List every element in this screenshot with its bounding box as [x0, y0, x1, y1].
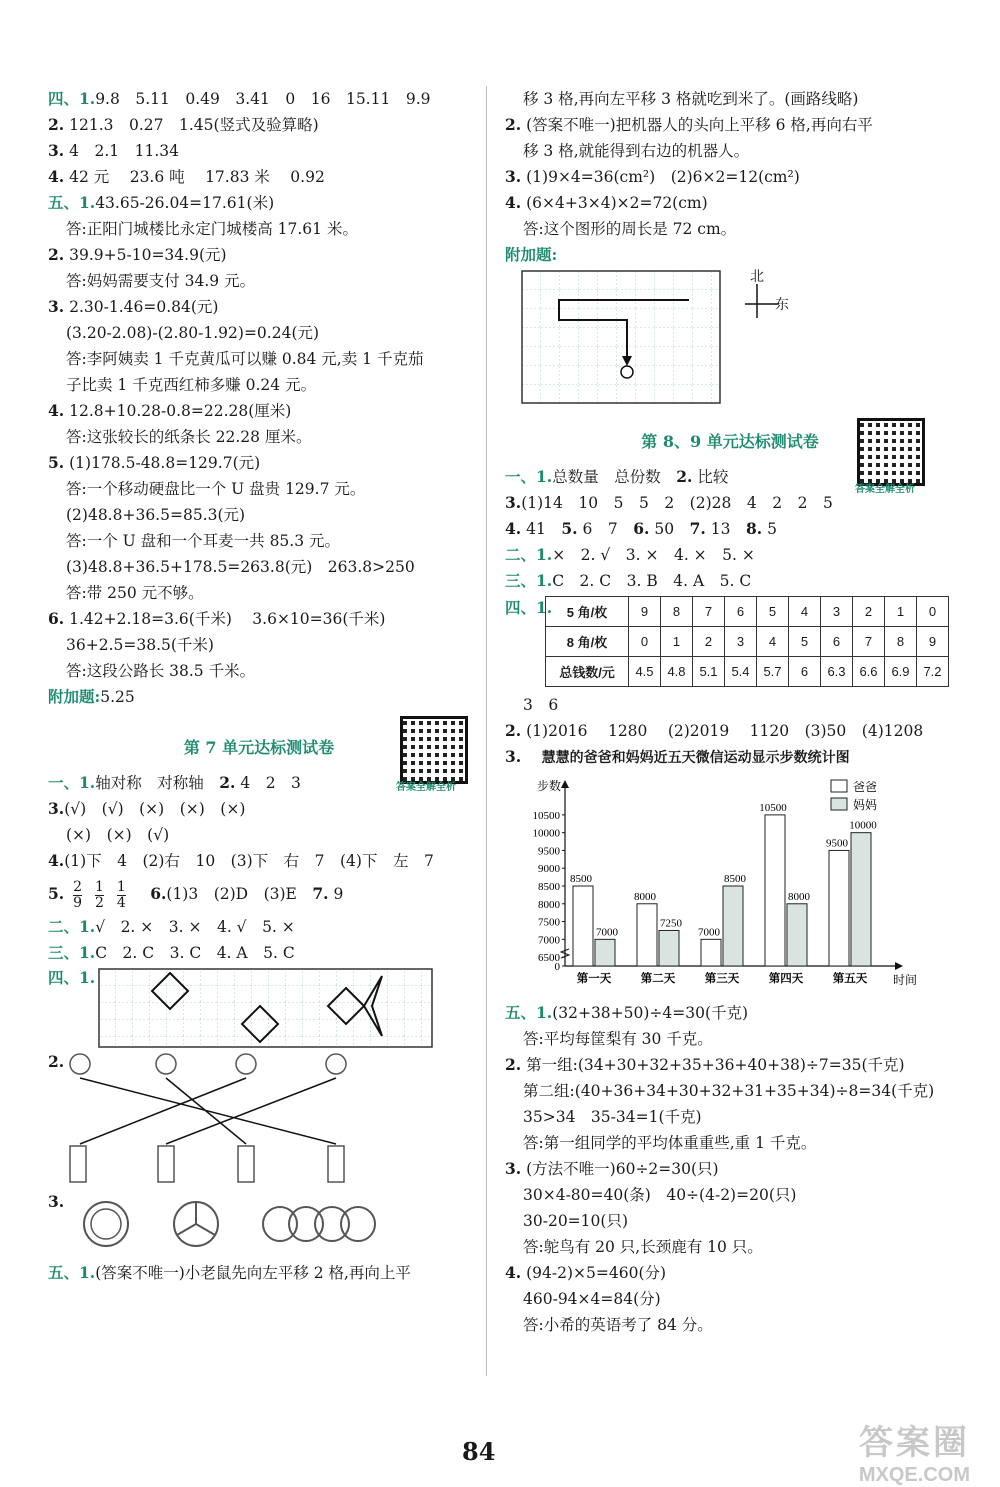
answer-line: 3. (方法不唯一)60÷2=30(只): [505, 1159, 719, 1178]
answer-line: 36+2.5=38.5(千米): [66, 636, 214, 654]
y-axis-arrow: [561, 780, 569, 788]
y-tick-label: 8000: [538, 898, 560, 911]
answer-line: 三、1.C 2. C 3. C 4. A 5. C: [48, 943, 295, 962]
bar-dad: [701, 939, 721, 966]
bar-dad: [765, 815, 785, 966]
answer-line: 3. 慧慧的爸爸和妈妈近五天微信运动显示步数统计图: [505, 747, 850, 766]
y-tick-label: 6500: [538, 952, 560, 965]
data-label: 9500: [826, 837, 848, 850]
left-column: [48, 86, 470, 1286]
answer-line: 五、1.(答案不唯一)小老鼠先向左平移 2 格,再向上平: [48, 1263, 411, 1282]
answer-line: 答:这张较长的纸条长 22.28 厘米。: [66, 428, 312, 446]
table-cell: 9: [917, 627, 949, 657]
step-chart: [513, 770, 918, 1000]
qr-code-icon: [857, 418, 925, 486]
table-cell: 5.1: [693, 657, 725, 687]
table-cell: 3: [725, 627, 757, 657]
y-tick-label: 7000: [538, 934, 560, 947]
unit7-figure-symmetry: 四、1.: [48, 966, 470, 1052]
table-cell: 3: [821, 597, 853, 627]
data-label: 8000: [788, 890, 810, 903]
answer-line: 4. 42 元 23.6 吨 17.83 米 0.92: [48, 167, 325, 186]
grid-figure: [98, 968, 433, 1048]
table-cell: 7: [693, 597, 725, 627]
answer-line: 答:平均每筐梨有 30 千克。: [523, 1030, 713, 1048]
answer-line: 30×4-80=40(条) 40÷(4-2)=20(只): [523, 1186, 797, 1204]
table-cell: 5: [789, 627, 821, 657]
bar-dad: [573, 886, 593, 966]
answer-line: 3.(√) (√) (×) (×) (×): [48, 799, 246, 818]
fraction: $\frac{1}{4}$: [116, 878, 126, 911]
fraction: $\frac{2}{9}$: [73, 878, 83, 911]
answer-line: (3)48.8+36.5+178.5=263.8(元) 263.8>250: [66, 558, 415, 576]
unit89-title: 第 8、9 单元达标测试卷 答案全解全析: [505, 420, 955, 464]
answer-line: 2. 121.3 0.27 1.45(竖式及验算略): [48, 115, 319, 134]
answer-line: (3.20-2.08)-(2.80-1.92)=0.24(元): [66, 324, 320, 342]
data-label: 7000: [596, 926, 618, 939]
table-cell: 2: [853, 597, 885, 627]
data-label: 7250: [660, 917, 682, 930]
answer-line: 答:鸵鸟有 20 只,长颈鹿有 10 只。: [523, 1238, 763, 1256]
table-cell: 7.2: [917, 657, 949, 687]
answer-line: 4.(1)下 4 (2)右 10 (3)下 右 7 (4)下 左 7: [48, 851, 434, 870]
answer-line: 一、1.轴对称 对称轴 2. 4 2 3: [48, 773, 301, 792]
legend-swatch: [831, 780, 847, 792]
table-cell: 9: [629, 597, 661, 627]
answer-line: 答:第一组同学的平均体重重些,重 1 千克。: [523, 1134, 817, 1152]
answer-line: 2. 第一组:(34+30+32+35+36+40+38)÷7=35(千克): [505, 1055, 905, 1074]
page-number: 84: [462, 1437, 496, 1466]
watermark: [859, 1415, 970, 1487]
table-cell: 7: [853, 627, 885, 657]
data-label: 8500: [570, 873, 592, 885]
table-cell: 6.6: [853, 657, 885, 687]
answer-line: 35>34 35-34=1(千克): [523, 1108, 702, 1126]
answer-line: 二、1.√ 2. × 3. × 4. √ 5. ×: [48, 917, 295, 936]
answer-line: 2. (答案不唯一)把机器人的头向上平移 6 格,再向右平: [505, 115, 873, 134]
answer-line: 6. 1.42+2.18=3.6(千米) 3.6×10=36(千米): [48, 609, 386, 628]
x-tick-label: 第二天: [640, 971, 676, 985]
answer-line: 2. 39.9+5-10=34.9(元): [48, 245, 227, 264]
table-cell: 6.9: [885, 657, 917, 687]
table-cell: 4: [757, 627, 789, 657]
matching-lines: [68, 1052, 448, 1192]
x-tick-label: 第五天: [832, 971, 868, 985]
y-tick-label: 0: [554, 961, 560, 973]
x-tick-label: 第三天: [704, 971, 740, 985]
north-label: 北: [750, 269, 764, 285]
answer-line: 一、1.总数量 总份数 2. 比较: [505, 467, 729, 486]
table-cell: 6: [821, 627, 853, 657]
answer-line: 二、1.× 2. √ 3. × 4. × 5. ×: [505, 545, 755, 564]
bar-dad: [829, 850, 849, 966]
y-tick-label: 10000: [532, 827, 560, 840]
unit7-title: 第 7 单元达标测试卷 答案全解全析: [48, 726, 470, 770]
answer-line: 附加题:5.25: [48, 687, 135, 706]
east-label: 东: [775, 297, 789, 313]
answer-line: 30-20=10(只): [523, 1212, 628, 1230]
path-grid: [521, 270, 721, 404]
table-cell: 5.7: [757, 657, 789, 687]
data-label: 8000: [634, 890, 656, 903]
qr-code-icon: [400, 716, 468, 784]
answer-line: 附加题:: [505, 245, 558, 264]
answer-line: 2. (1)2016 1280 (2)2019 1120 (3)50 (4)1208: [505, 721, 924, 740]
x-axis-arrow: [895, 962, 903, 970]
table-cell: 5.4: [725, 657, 757, 687]
y-tick-label: 10500: [532, 809, 560, 822]
answer-line: 5. (1)178.5-48.8=129.7(元): [48, 453, 261, 472]
bonus-figure: [505, 268, 955, 406]
table-cell: 6: [789, 657, 821, 687]
table-cell: 8: [661, 597, 693, 627]
table-cell: 6.3: [821, 657, 853, 687]
qr-caption: 答案全解全析: [396, 782, 456, 793]
legend-label: 爸爸: [853, 780, 878, 794]
right-column: [505, 86, 955, 1338]
answer-line: 答:一个 U 盘和一个耳麦一共 85.3 元。: [66, 532, 341, 550]
y-tick-label: 8500: [538, 881, 560, 893]
y-tick-label: 9500: [538, 845, 560, 858]
table-cell: 6: [725, 597, 757, 627]
coin-table: [545, 596, 949, 687]
data-label: 8500: [724, 873, 746, 885]
x-tick-label: 第一天: [576, 971, 612, 985]
bar-dad: [637, 904, 657, 966]
answer-line: 答:李阿姨卖 1 千克黄瓜可以赚 0.84 元,卖 1 千克茄: [66, 350, 424, 368]
watermark-main: 答案圈: [859, 1424, 970, 1462]
answer-line: (2)48.8+36.5=85.3(元): [66, 506, 246, 524]
answer-line: 答:小希的英语考了 84 分。: [523, 1316, 713, 1334]
data-label: 10500: [759, 801, 787, 814]
table-row: [546, 657, 949, 687]
answer-line: 五、1.(32+38+50)÷4=30(千克): [505, 1003, 749, 1022]
answer-line: 第二组:(40+36+34+30+32+31+35+34)÷8=34(千克): [523, 1082, 935, 1100]
answer-line: 3 6: [523, 696, 559, 714]
answer-line: 答:正阳门城楼比永定门城楼高 17.61 米。: [66, 220, 358, 238]
answer-line: 答:一个移动硬盘比一个 U 盘贵 129.7 元。: [66, 480, 366, 498]
answer-line: 五、1.43.65-26.04=17.61(米): [48, 193, 275, 212]
table-cell: 1: [885, 597, 917, 627]
data-label: 7000: [698, 926, 720, 939]
answer-line: 答:这个图形的周长是 72 cm。: [523, 220, 737, 238]
answer-line: 4. (6×4+3×4)×2=72(cm): [505, 193, 708, 212]
bar-mom: [723, 886, 743, 966]
answer-line: 子比卖 1 千克西红柿多赚 0.24 元。: [66, 376, 317, 394]
qr-caption: 答案全解全析: [855, 484, 915, 495]
table-cell: 2: [693, 627, 725, 657]
y-tick-label: 9000: [538, 863, 560, 876]
y-tick-label: 7500: [538, 916, 560, 929]
table-cell: 0: [917, 597, 949, 627]
answer-line: 460-94×4=84(分): [523, 1290, 661, 1308]
table-row: [546, 597, 949, 627]
answer-line: 3. (1)9×4=36(cm²) (2)6×2=12(cm²): [505, 167, 800, 186]
answer-line: 移 3 格,再向左平移 3 格就吃到米了。(画路线略): [523, 90, 859, 108]
table-cell: 5: [757, 597, 789, 627]
table-cell: 8: [885, 627, 917, 657]
answer-line: 3. 4 2.1 11.34: [48, 141, 180, 160]
column-divider: [486, 86, 487, 1376]
bar-mom: [851, 833, 871, 966]
answer-line: 答:这段公路长 38.5 千米。: [66, 662, 256, 680]
table-row: [546, 627, 949, 657]
table-cell: 1: [661, 627, 693, 657]
row-header: 总钱数/元: [546, 657, 629, 687]
watermark-site: MXQE.COM: [858, 1464, 970, 1486]
table-cell: 0: [629, 627, 661, 657]
unit7-figure-logos: 3.: [48, 1192, 470, 1260]
bar-mom: [659, 930, 679, 966]
fraction: $\frac{1}{2}$: [94, 878, 104, 911]
row-header: 5 角/枚: [546, 597, 629, 627]
data-label: 10000: [849, 819, 877, 832]
answer-line: 四、1.9.8 5.11 0.49 3.41 0 16 15.11 9.9: [48, 89, 431, 108]
logo-drawings: [68, 1192, 428, 1256]
table-cell: 4.5: [629, 657, 661, 687]
legend-label: 妈妈: [853, 798, 878, 812]
answer-line: 5. $\frac{2}{9}$ $\frac{1}{2}$ $\frac{1}{4}$ 6.(1)3 (2)D (3)E 7. 9: [48, 878, 344, 911]
answer-line: 3.(1)14 10 5 5 2 (2)28 4 2 2 5: [505, 493, 833, 512]
bar-mom: [595, 939, 615, 966]
answer-line: 三、1.C 2. C 3. B 4. A 5. C: [505, 571, 752, 590]
coin-table-block: 四、1. 5 角/枚 9 8 7 6 5 4 3 2 1 0 8 角/枚 0 1 2 3 4 5 6 7 8 9 总钱数/元 4.5 4.8 5.1 5.4 5.7 6 6.3 6.6 6.9 7.2: [505, 596, 955, 688]
table-cell: 4.8: [661, 657, 693, 687]
answer-line: 答:妈妈需要支付 34.9 元。: [66, 272, 256, 290]
y-axis-title: 步数: [537, 779, 562, 793]
unit7-figure-matching: 2.: [48, 1052, 470, 1192]
answer-line: 4. 41 5. 6 7 6. 50 7. 13 8. 5: [505, 519, 777, 538]
x-tick-label: 第四天: [768, 971, 804, 985]
answer-line: 移 3 格,就能得到右边的机器人。: [523, 142, 750, 160]
x-axis-title: 时间: [893, 973, 918, 987]
answer-line: 4. (94-2)×5=460(分): [505, 1263, 667, 1282]
answer-line: (×) (×) (√): [66, 826, 170, 844]
bar-mom: [787, 904, 807, 966]
answer-line: 答:带 250 元不够。: [66, 584, 204, 602]
table-cell: 4: [789, 597, 821, 627]
legend-swatch: [831, 798, 847, 810]
answer-line: 4. 12.8+10.28-0.8=22.28(厘米): [48, 401, 292, 420]
answer-line: 3. 2.30-1.46=0.84(元): [48, 297, 219, 316]
row-header: 8 角/枚: [546, 627, 629, 657]
